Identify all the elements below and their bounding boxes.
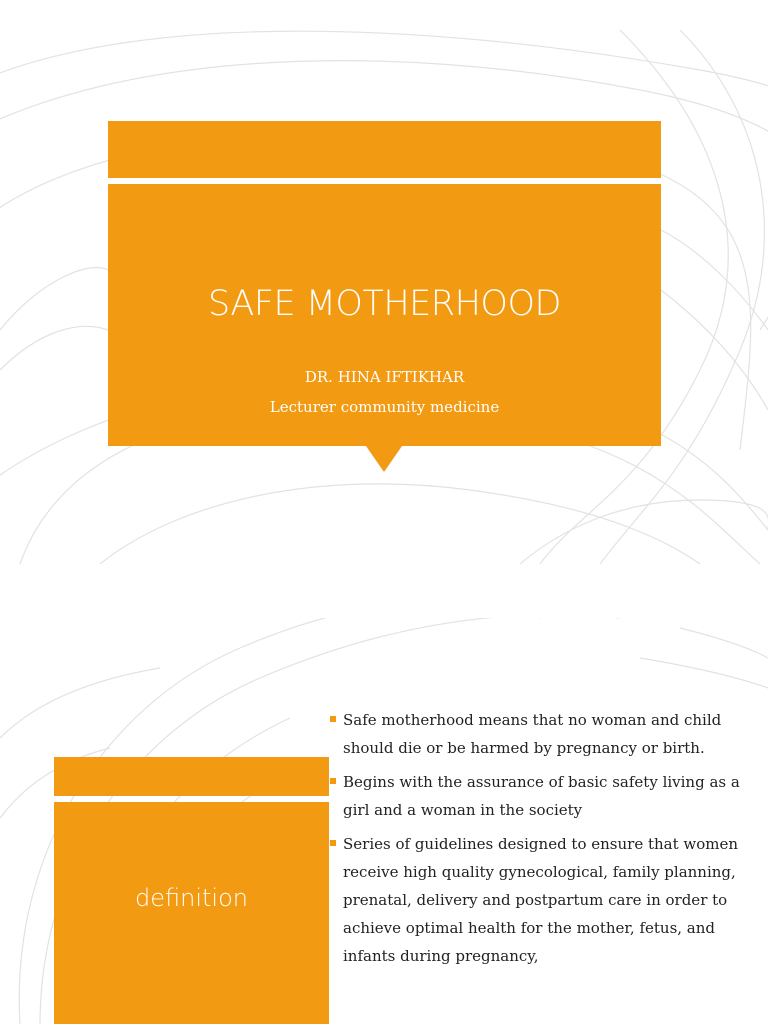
- square-bullet-icon: [330, 716, 336, 722]
- author-role: Lecturer community medicine: [269, 398, 500, 416]
- section-title-box: [54, 802, 329, 1024]
- bullet-text: Begins with the assurance of basic safety living as a girl and a woman in the society: [343, 773, 740, 819]
- bullet-text: Safe motherhood means that no woman and child should die or be harmed by pregnancy or birth.: [343, 711, 722, 757]
- square-bullet-icon: [330, 840, 336, 846]
- list-item: [330, 830, 760, 970]
- title-accent-strip: [108, 121, 661, 178]
- bullet-text: Series of guidelines designed to ensure that women receive high quality gynecological, family planning, prenatal, delivery and postpartum care in order to achieve optimal health for the mother, fetus, and infants during pregnancy,: [343, 835, 739, 965]
- square-bullet-icon: [330, 778, 336, 784]
- definition-slide: [0, 618, 768, 1024]
- definition-bullet-list: [330, 706, 760, 976]
- section-accent-strip: [54, 757, 329, 796]
- list-item: [330, 768, 760, 824]
- callout-pointer-icon: [176, 1004, 204, 1024]
- author-name: DR. HINA IFTIKHAR: [304, 368, 465, 386]
- callout-pointer-icon: [366, 446, 402, 472]
- list-item: [330, 706, 760, 762]
- title-slide: [0, 30, 768, 564]
- section-title: definition: [135, 884, 248, 912]
- title-box: [108, 184, 661, 446]
- slide-title: SAFE MOTHERHOOD: [208, 284, 561, 324]
